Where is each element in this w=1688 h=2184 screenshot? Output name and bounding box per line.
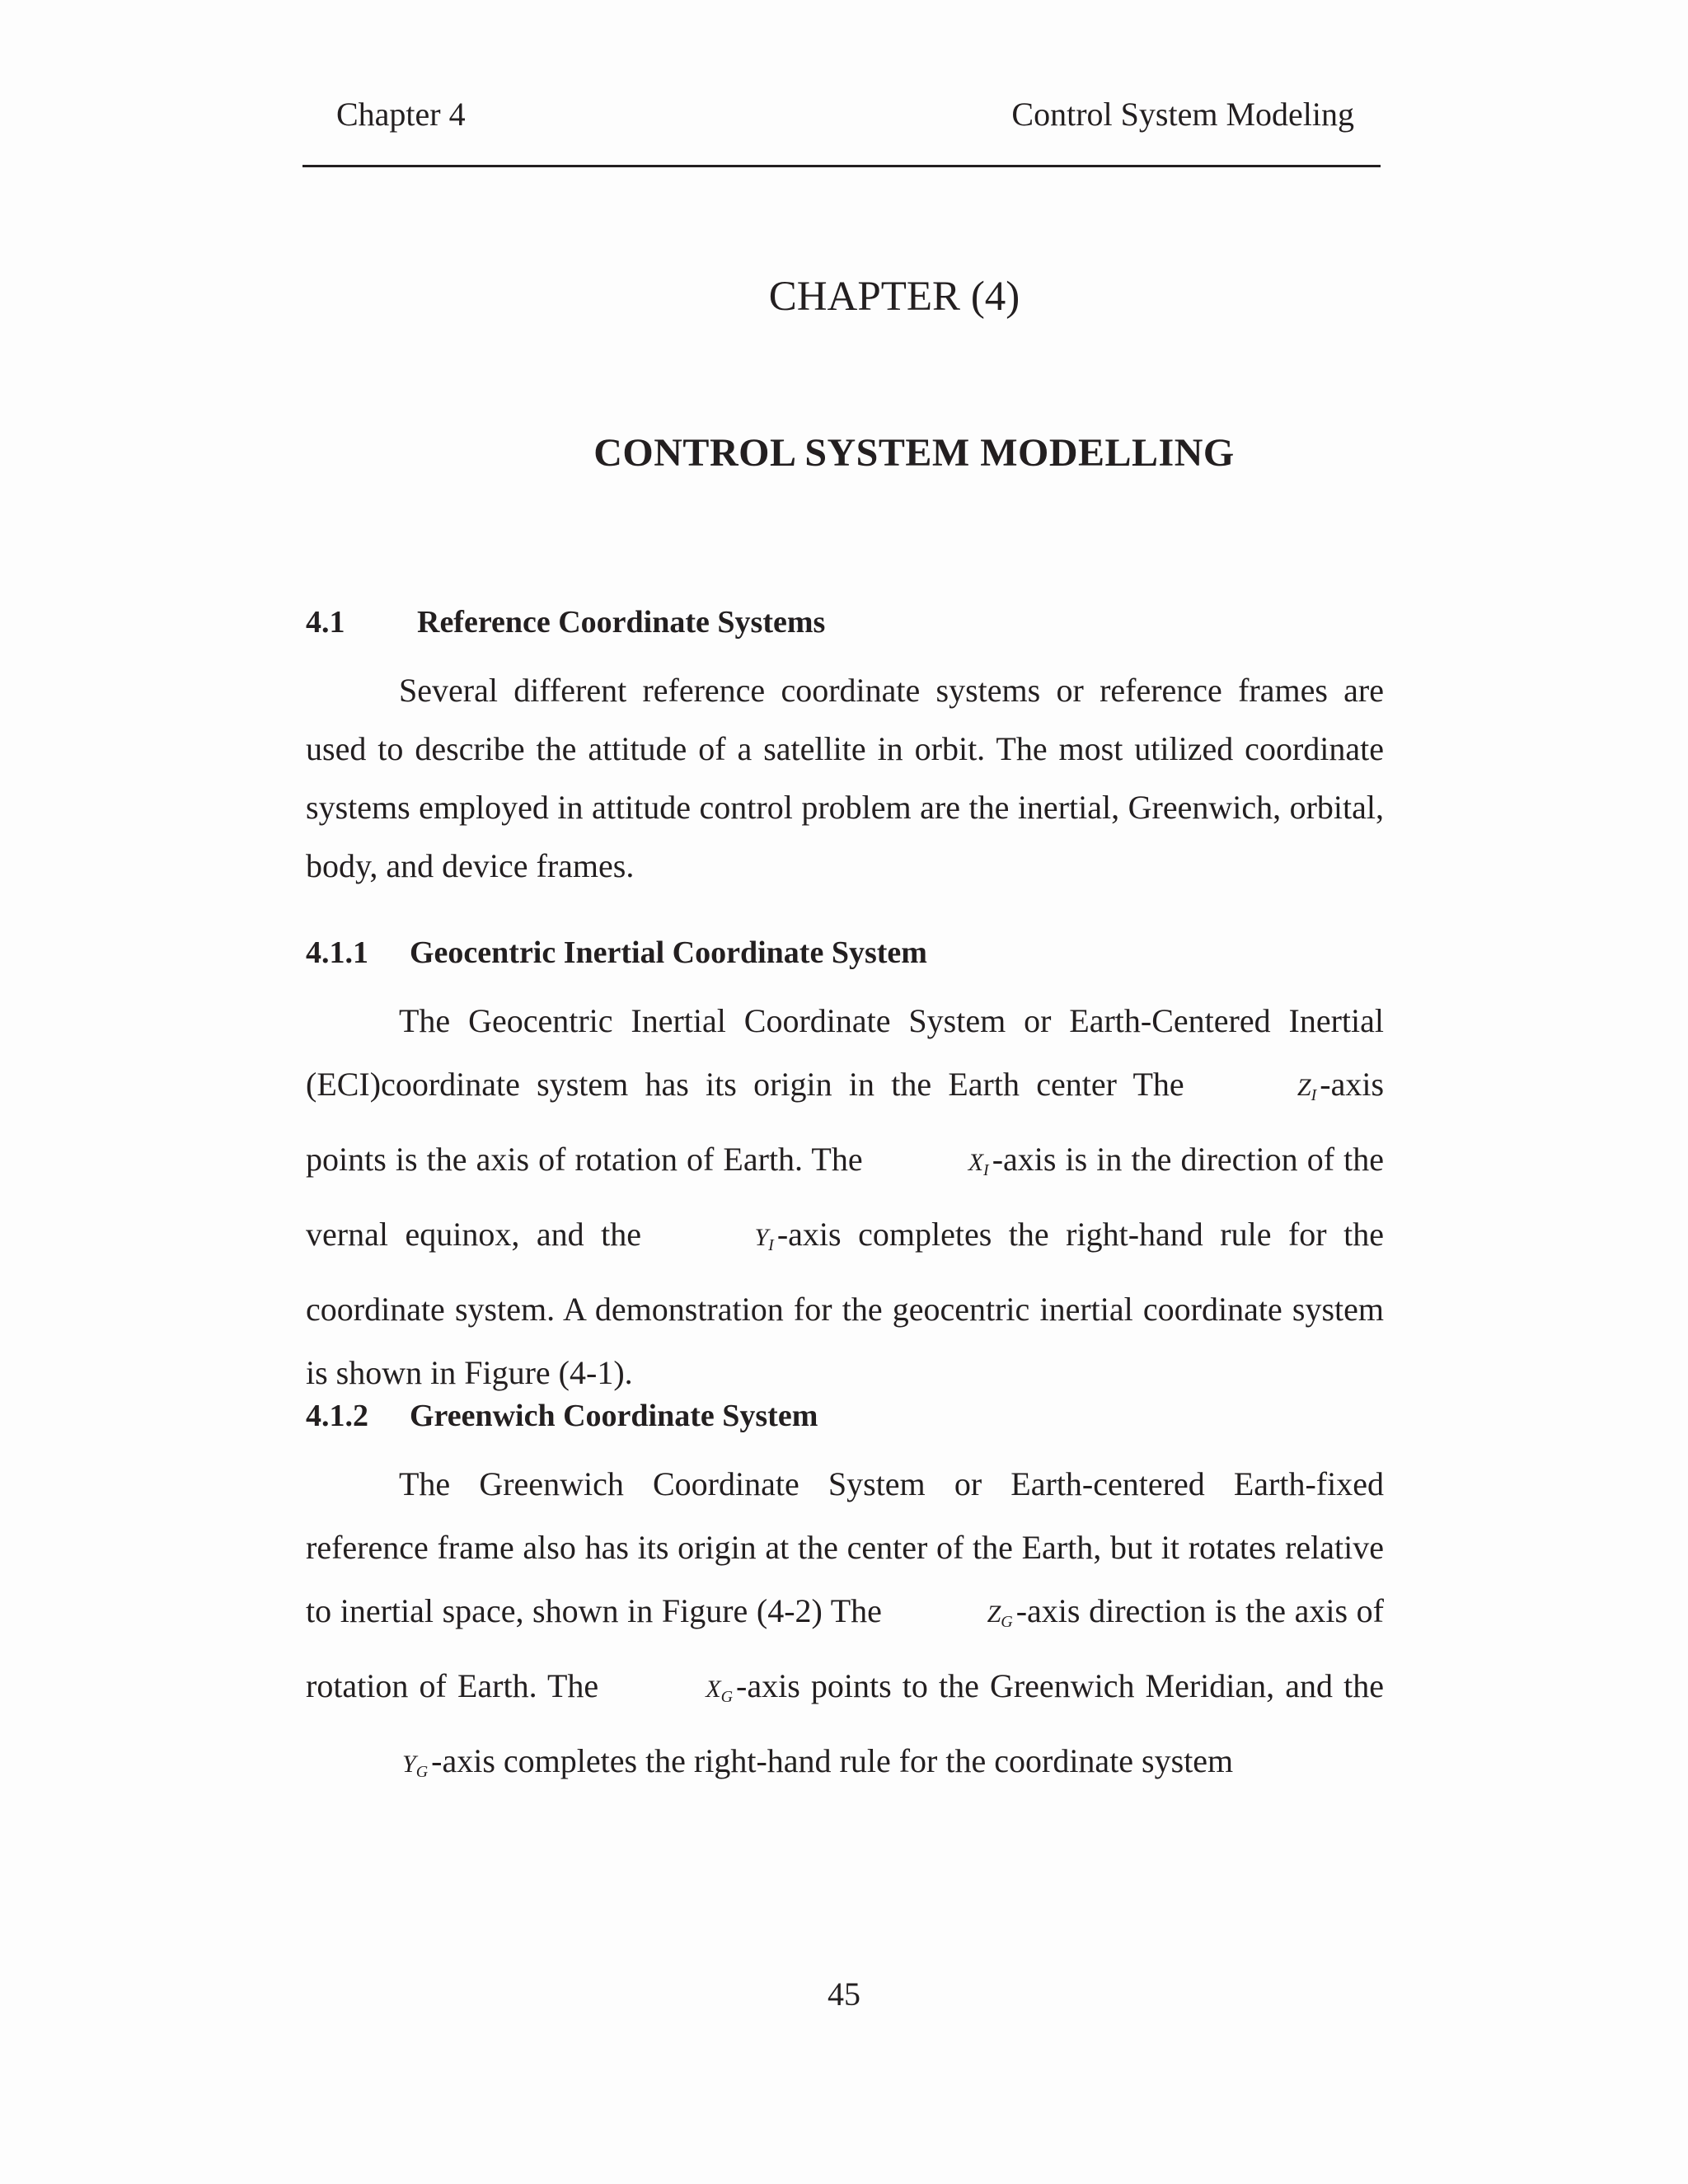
paragraph-text: -axis completes the right-hand rule for the coordinate system [431,1742,1234,1779]
section-4-1-2-paragraph [306,1452,1384,1804]
section-4-1-paragraph: Several different reference coordinate systems or reference frames are used to describe the attitude of a satellite in orbit. The most utilized coordinate systems employed in attitude control problem are the inertial, Greenwich, orbital, body, and device frames. [306,672,1384,884]
header-chapter-title: Control System Modeling [1011,96,1354,133]
section-heading-4-1-1 [306,933,927,972]
y-axis-symbol: $Y_I$ [754,1224,774,1254]
y-axis-symbol: $Y_G$ [402,1750,429,1781]
section-4-1-1-paragraph [306,989,1384,1404]
chapter-title: CONTROL SYSTEM MODELLING [593,431,1235,475]
paragraph-text: -axis completes the right-hand rule for the coordinate system. A demonstration for the geocentric inertial coordinate system is shown in Figure (4-1). [306,1216,1385,1391]
section-number: 4.1.1 [306,935,368,970]
z-axis-symbol: $Z_G$ [987,1601,1013,1631]
x-axis-symbol: $X_G$ [706,1675,734,1706]
z-axis-symbol: $Z_I$ [1296,1074,1317,1104]
section-title: Reference Coordinate Systems [417,605,826,640]
paragraph-text: -axis points is the axis of rotation of Earth. The [306,1066,1385,1178]
paragraph-text: The Geocentric Inertial Coordinate System or Earth-Centered Inertial (ECI)coordinate system has its origin in the Earth center The [306,1002,1384,1103]
paragraph-text: -axis points to the Greenwich Meridian, and the [736,1667,1384,1704]
running-header [302,82,1381,167]
section-number: 4.1.2 [306,1399,368,1433]
paragraph-text: The Greenwich Coordinate System or Earth-centered Earth-fixed reference frame also has its origin at the center of the Earth, but it rotates relative to inertial space, shown in Figure (4-2) The [306,1465,1384,1629]
section-title: Geocentric Inertial Coordinate System [410,935,927,970]
section-number: 4.1 [306,605,345,640]
section-title: Greenwich Coordinate System [410,1399,818,1433]
page-number: 45 [828,1975,860,2013]
chapter-label: CHAPTER (4) [768,274,1020,320]
section-heading-4-1-2 [306,1396,818,1436]
header-chapter-number: Chapter 4 [336,96,466,133]
section-heading-4-1 [306,602,825,642]
x-axis-symbol: $X_I$ [968,1149,989,1179]
paragraph-text: -axis direction is the axis of rotation of Earth. The [306,1592,1385,1704]
paragraph-text: -axis is in the direction of the vernal equinox, and the [306,1141,1384,1253]
